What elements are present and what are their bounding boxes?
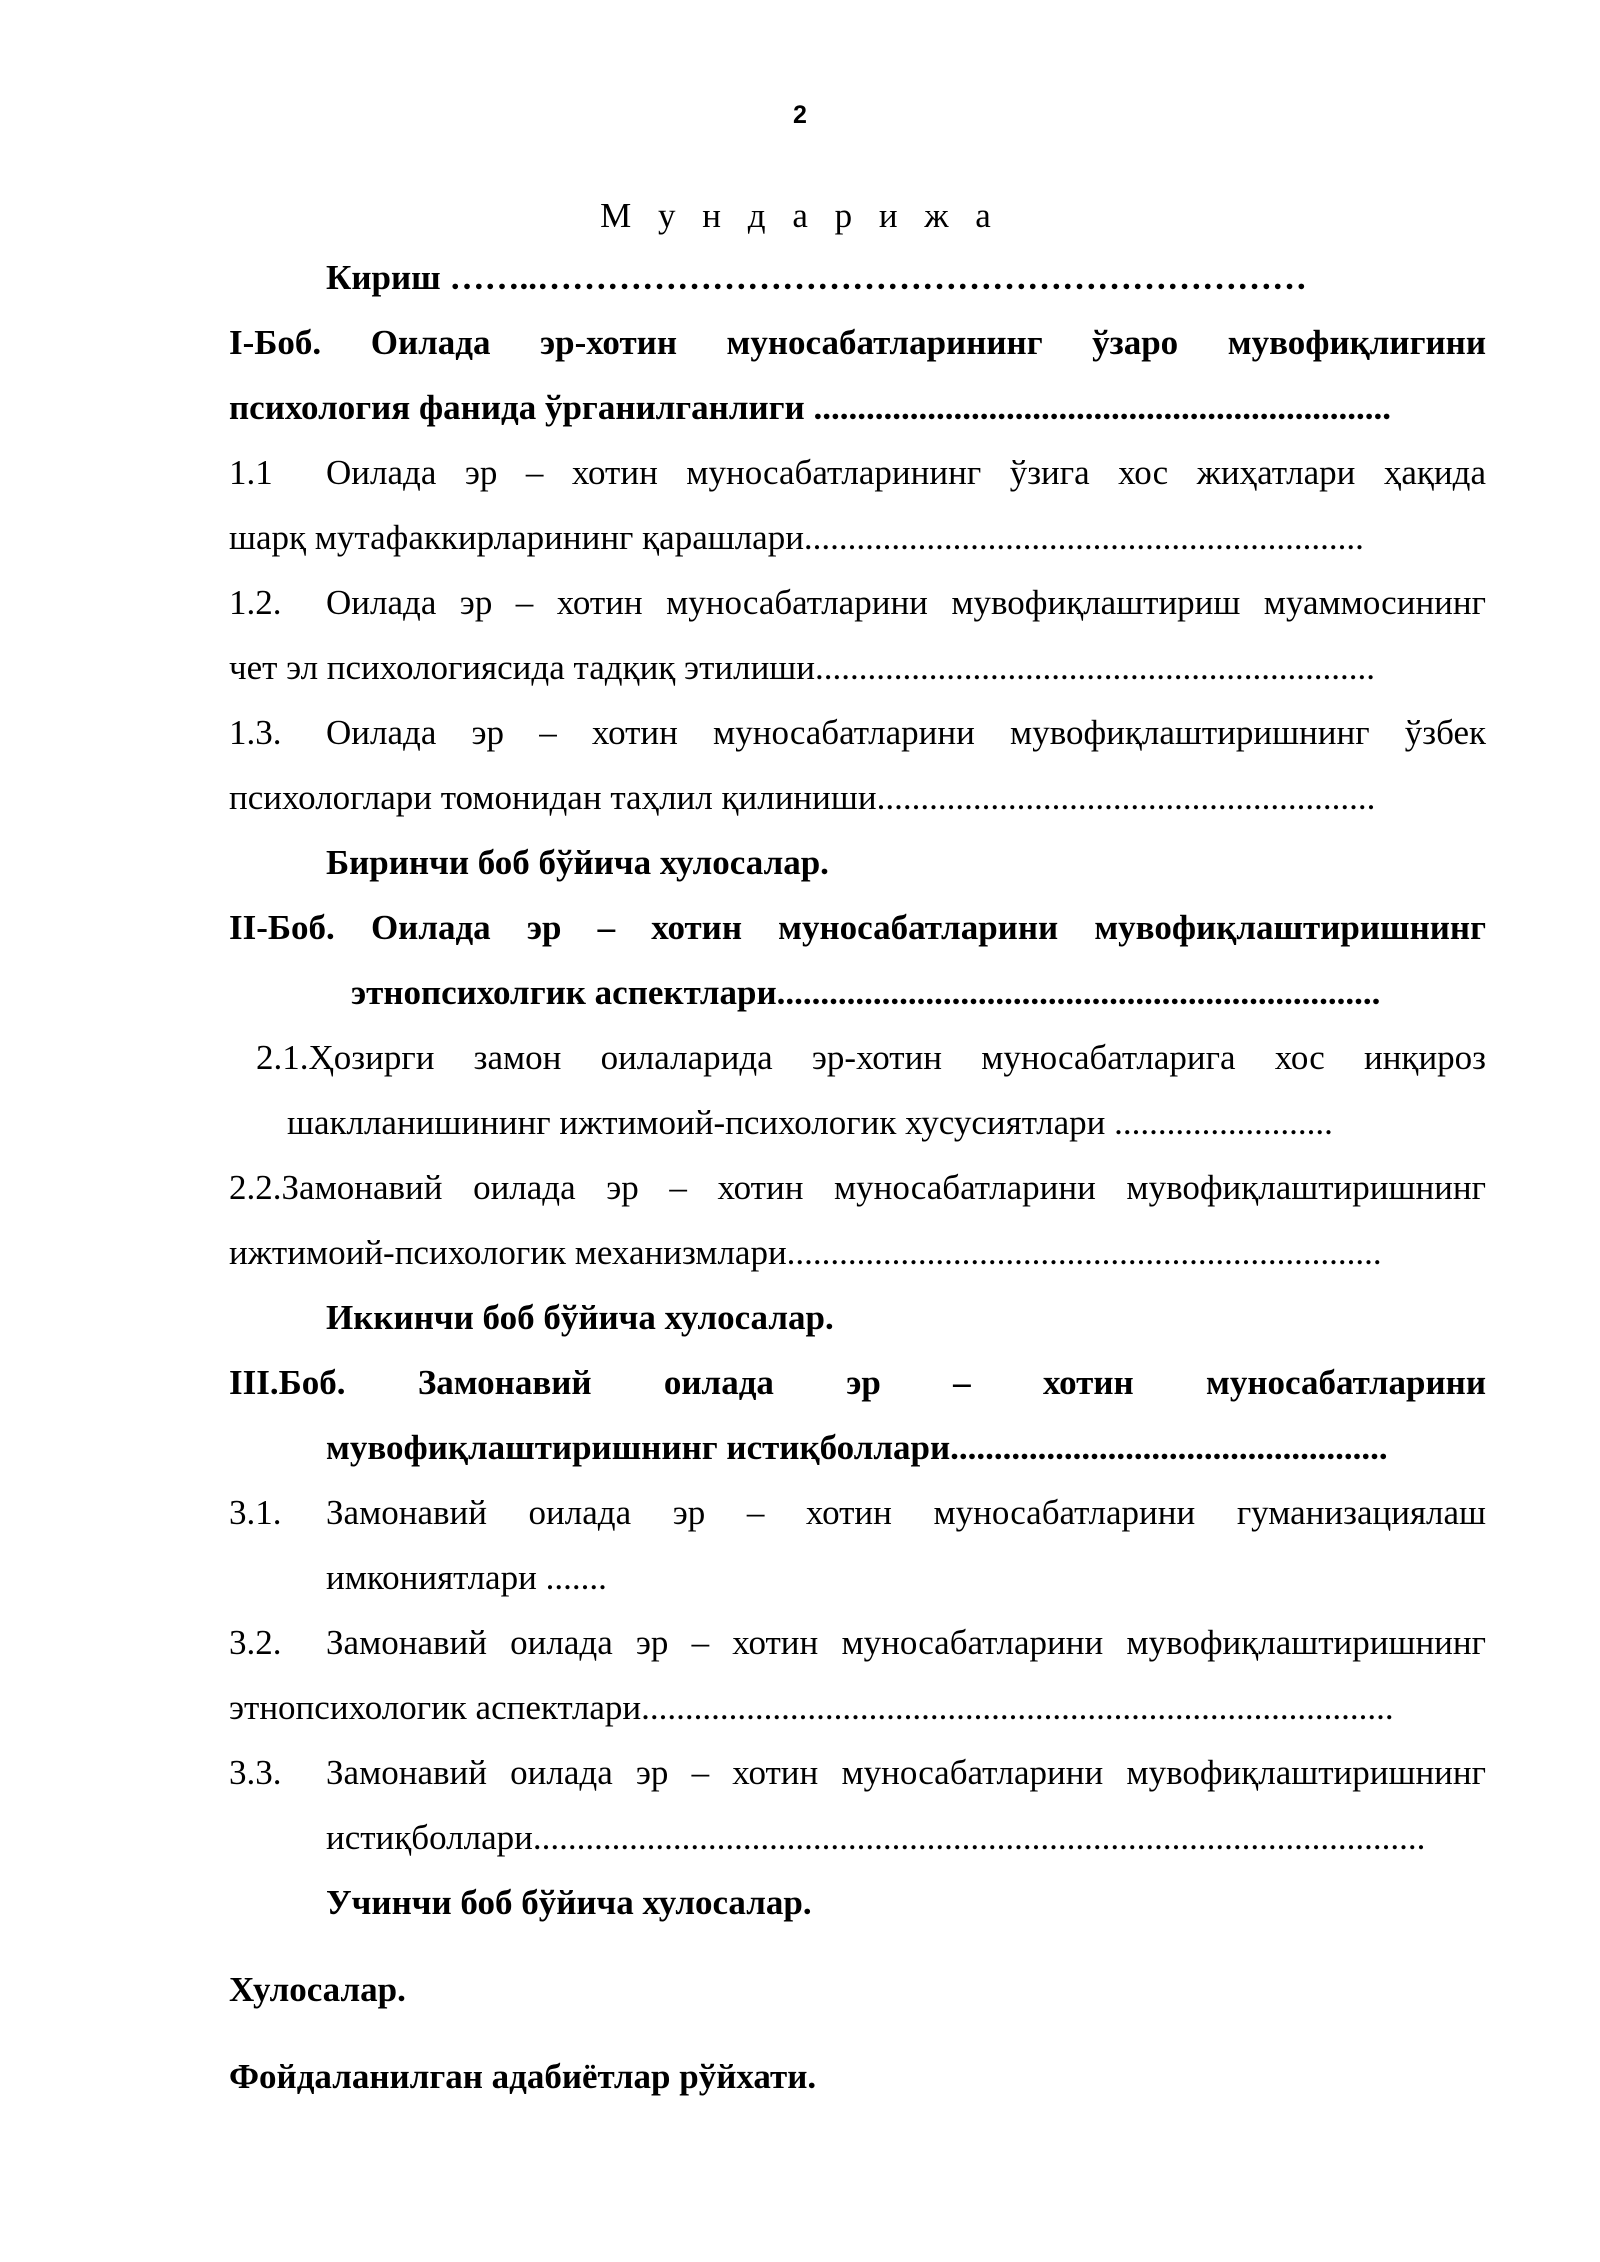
toc-section-3-3: Замонавий оилада эр – хотин муносабатларини мувофиқлаштиришнинг <box>326 1753 1486 1792</box>
toc-section-2-2-cont: ижтимоий-психологик механизмлари.................................................................... <box>229 1233 1382 1272</box>
toc-section-number: 3.3. <box>229 1753 282 1792</box>
toc-section-1-2-cont: чет эл психологиясида тадқиқ этилиши................................................................ <box>229 648 1375 687</box>
toc-section-number: 1.1 <box>229 453 273 492</box>
toc-chapter1-title: I-Боб. Оилада эр-хотин муносабатларининг ўзаро мувофиқлигини <box>229 323 1486 362</box>
toc-section-3-1: Замонавий оилада эр – хотин муносабатларини гуманизациялаш <box>326 1493 1486 1532</box>
toc-chapter3-title-cont: мувофиқлаштиришнинг истиқболлари.................................................. <box>326 1428 1388 1467</box>
toc-chapter3-conclusion: Учинчи боб бўйича хулосалар. <box>326 1883 812 1922</box>
toc-section-3-1-cont: имкониятлари ....... <box>326 1558 607 1597</box>
toc-intro: Кириш ……..………………………………………………………… <box>326 258 1307 297</box>
toc-chapter2-conclusion: Иккинчи боб бўйича хулосалар. <box>326 1298 834 1337</box>
toc-chapter1-title-cont: психология фанида ўрганилганлиги .................................................................. <box>229 388 1391 427</box>
page-number: 2 <box>793 101 807 129</box>
toc-section-1-3: Оилада эр – хотин муносабатларини мувофиқлаштиришнинг ўзбек <box>326 713 1486 752</box>
toc-section-3-2-cont: этнопсихологик аспектлари...................................................................................... <box>229 1688 1394 1727</box>
toc-chapter1-conclusion: Биринчи боб бўйича хулосалар. <box>326 843 829 882</box>
toc-title: М у н д а р и ж а <box>600 196 1000 235</box>
toc-section-2-2: 2.2.Замонавий оилада эр – хотин муносабатларини мувофиқлаштиришнинг <box>229 1168 1486 1207</box>
toc-references: Фойдаланилган адабиётлар рўйхати. <box>229 2057 817 2096</box>
toc-section-2-1-cont: шаклланишининг ижтимоий-психологик хусусиятлари ......................... <box>287 1103 1333 1142</box>
toc-section-1-3-cont: психологлари томонидан таҳлил қилиниши......................................................... <box>229 778 1376 817</box>
toc-section-number: 1.2. <box>229 583 282 622</box>
toc-chapter2-title: II-Боб. Оилада эр – хотин муносабатларини мувофиқлаштиришнинг <box>229 908 1486 947</box>
toc-section-1-1-cont: шарқ мутафаккирларининг қарашлари................................................................ <box>229 518 1364 557</box>
toc-chapter2-title-cont: этнопсихолгик аспектлари..................................................................... <box>351 973 1381 1012</box>
toc-conclusions: Хулосалар. <box>229 1970 406 2009</box>
toc-chapter3-title: III.Боб. Замонавий оилада эр – хотин муносабатларини <box>229 1363 1486 1402</box>
toc-section-3-2: Замонавий оилада эр – хотин муносабатларини мувофиқлаштиришнинг <box>326 1623 1486 1662</box>
toc-section-3-3-cont: истиқболлари...................................................................................................... <box>326 1818 1426 1857</box>
toc-section-1-1: Оилада эр – хотин муносабатларининг ўзига хос жиҳатлари ҳақида <box>326 453 1486 492</box>
toc-section-number: 3.1. <box>229 1493 282 1532</box>
toc-section-1-2: Оилада эр – хотин муносабатларини мувофиқлаштириш муаммосининг <box>326 583 1486 622</box>
toc-section-number: 3.2. <box>229 1623 282 1662</box>
toc-section-number: 1.3. <box>229 713 282 752</box>
toc-section-2-1: 2.1.Ҳозирги замон оилаларида эр-хотин муносабатларига хос инқироз <box>256 1038 1486 1077</box>
